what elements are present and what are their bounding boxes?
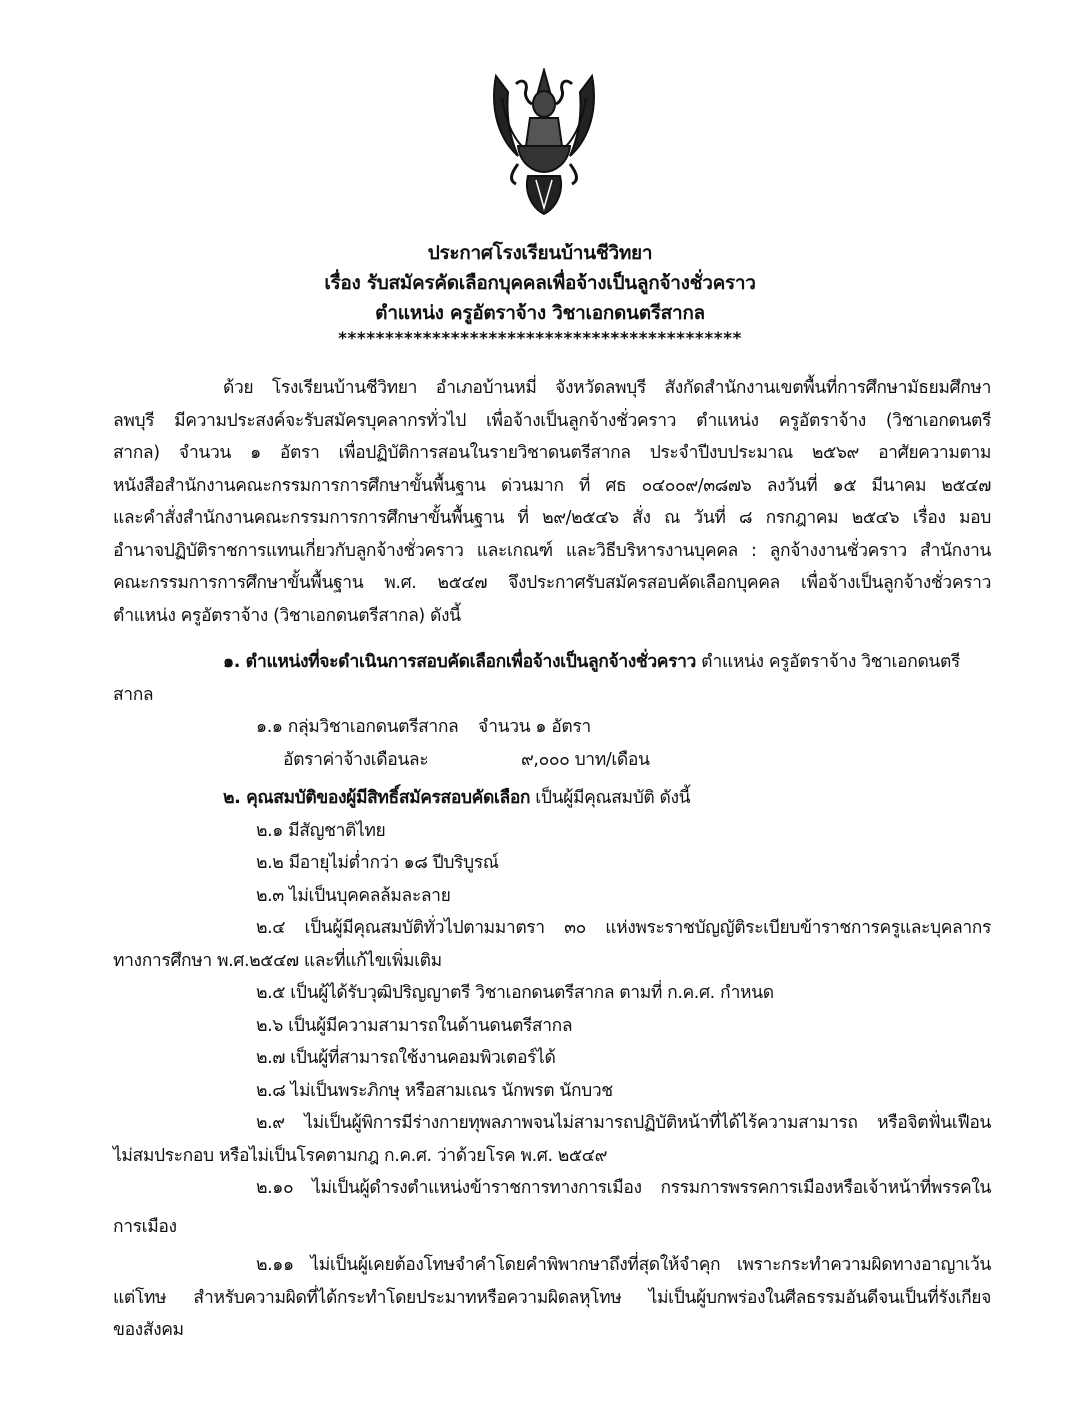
section-1 <box>113 646 991 776</box>
announcement-position: ตำแหน่ง ครูอัตราจ้าง วิชาเอกดนตรีสากล <box>375 302 705 324</box>
qualification-item: ๒.๑ มีสัญชาติไทย <box>256 820 386 841</box>
section-1-item <box>113 711 991 744</box>
qualification-item: ๒.๔ เป็นผู้มีคุณสมบัติทั่วไปตามมาตรา ๓๐ แห่งพระราชบัญญัติระเบียบข้าราชการครูและบุคลากร <box>256 918 991 938</box>
section-2-heading <box>113 782 991 815</box>
announcement-title: ประกาศโรงเรียนบ้านชีวิทยา <box>427 242 653 264</box>
qualification-item: ๒.๙ ไม่เป็นผู้พิการมีร่างกายทุพลภาพจนไม่สามารถปฏิบัติหน้าที่ได้ไร้ความสามารถ หรือจิตฟั่นเฟือน <box>256 1113 991 1133</box>
section-2 <box>113 782 991 1347</box>
garuda-emblem-icon <box>488 68 600 216</box>
announcement-subject: เรื่อง รับสมัครคัดเลือกบุคคลเพื่อจ้างเป็นลูกจ้างชั่วคราว <box>324 272 756 294</box>
qualification-item: ๒.๘ ไม่เป็นพระภิกษุ หรือสามเณร นักพรต นักบวช <box>256 1080 613 1101</box>
document-body <box>113 372 991 1347</box>
qualification-item: ๒.๗ เป็นผู้ที่สามารถใช้งานคอมพิวเตอร์ได้ <box>256 1048 556 1068</box>
intro-line: สากล) จำนวน ๑ อัตรา เพื่อปฏิบัติการสอนในรายวิชาดนตรีสากล ประจำปีงบประมาณ ๒๕๖๙ อาศัยความตาม <box>113 443 991 463</box>
announcement-header <box>0 238 1080 350</box>
qualification-item-cont: ของสังคม <box>113 1320 184 1340</box>
section-1-heading-rest: ตำแหน่ง ครูอัตราจ้าง วิชาเอกดนตรี <box>695 652 960 672</box>
qualification-item: ๒.๓ ไม่เป็นบุคคลล้มละลาย <box>256 885 451 906</box>
qualification-item: ๒.๖ เป็นผู้มีความสามารถในด้านดนตรีสากล <box>256 1015 573 1036</box>
intro-paragraph <box>113 372 991 632</box>
qualification-item: ๒.๑๑ ไม่เป็นผู้เคยต้องโทษจำคำโดยคำพิพากษาถึงที่สุดให้จำคุก เพราะกระทำความผิดทางอาญาเว้น <box>256 1255 991 1275</box>
section-1-heading-cont: สากล <box>113 684 154 705</box>
separator-stars: ******************************************* <box>338 329 742 349</box>
section-1-heading <box>113 646 991 679</box>
qualification-item-cont: ทางการศึกษา พ.ศ.๒๕๔๗ และที่แก้ไขเพิ่มเติม <box>113 950 442 971</box>
qualification-item-cont: ไม่สมประกอบ หรือไม่เป็นโรคตามกฎ ก.ค.ศ. ว่าด้วยโรค พ.ศ. ๒๕๔๙ <box>113 1145 608 1166</box>
section-2-heading-rest: เป็นผู้มีคุณสมบัติ ดังนี้ <box>530 788 691 808</box>
section-1-heading-bold: ๑. ตำแหน่งที่จะดำเนินการสอบคัดเลือกเพื่อจ้างเป็นลูกจ้างชั่วคราว <box>223 652 696 672</box>
item-count: จำนวน ๑ อัตรา <box>478 717 591 737</box>
intro-line: ด้วย โรงเรียนบ้านชีวิทยา อำเภอบ้านหมี่ จังหวัดลพบุรี สังกัดสำนักงานเขตพื้นที่การศึกษามัธยมศึกษา <box>223 378 991 398</box>
qualification-item: ๒.๒ มีอายุไม่ต่ำกว่า ๑๘ ปีบริบูรณ์ <box>256 853 499 873</box>
intro-line: หนังสือสำนักงานคณะกรรมการการศึกษาขั้นพื้นฐาน ด่วนมาก ที่ ศธ ๐๔๐๐๙/๓๘๗๖ ลงวันที่ ๑๕ มีนาคม ๒๕๔๗ <box>113 475 991 496</box>
qualification-item: ๒.๑๐ ไม่เป็นผู้ดำรงตำแหน่งข้าราชการทางการเมือง กรรมการพรรคการเมืองหรือเจ้าหน้าที่พรรคใน <box>256 1178 991 1198</box>
intro-line: อำนาจปฏิบัติราชการแทนเกี่ยวกับลูกจ้างชั่วคราว และเกณฑ์ และวิธีบริหารงานบุคคล : ลูกจ้างงานชั่วคราว สำนักงาน <box>113 540 991 561</box>
qualification-item-cont: การเมือง <box>113 1216 177 1237</box>
section-1-wage <box>113 744 991 777</box>
qualification-item: ๒.๕ เป็นผู้ได้รับวุฒิปริญญาตรี วิชาเอกดนตรีสากล ตามที่ ก.ค.ศ. กำหนด <box>256 983 774 1003</box>
wage-label: อัตราค่าจ้างเดือนละ <box>283 749 429 770</box>
intro-line: และคำสั่งสำนักงานคณะกรรมการการศึกษาขั้นพื้นฐาน ที่ ๒๙/๒๕๔๖ สั่ง ณ วันที่ ๘ กรกฎาคม ๒๕๔๖ เรื่อง มอบ <box>113 508 991 528</box>
wage-value: ๙,๐๐๐ บาท/เดือน <box>521 749 650 770</box>
section-2-heading-bold: ๒. คุณสมบัติของผู้มีสิทธิ์สมัครสอบคัดเลือก <box>223 788 531 808</box>
intro-line: คณะกรรมการการศึกษาขั้นพื้นฐาน พ.ศ. ๒๕๔๗ จึงประกาศรับสมัครสอบคัดเลือกบุคคล เพื่อจ้างเป็นลูกจ้างชั่วคราว <box>113 573 991 593</box>
qualification-item-cont: แต่โทษ สำหรับความผิดที่ได้กระทำโดยประมาทหรือความผิดลหุโทษ ไม่เป็นผู้บกพร่องในศีลธรรมอันดีจนเป็นที่รังเกียจ <box>113 1287 991 1308</box>
intro-line: ตำแหน่ง ครูอัตราจ้าง (วิชาเอกดนตรีสากล) ดังนี้ <box>113 605 461 626</box>
item-label: ๑.๑ กลุ่มวิชาเอกดนตรีสากล <box>256 717 459 737</box>
intro-line: ลพบุรี มีความประสงค์จะรับสมัครบุคลากรทั่วไป เพื่อจ้างเป็นลูกจ้างชั่วคราว ตำแหน่ง ครูอัตราจ้าง (วิชาเอกดนตรี <box>113 410 991 431</box>
